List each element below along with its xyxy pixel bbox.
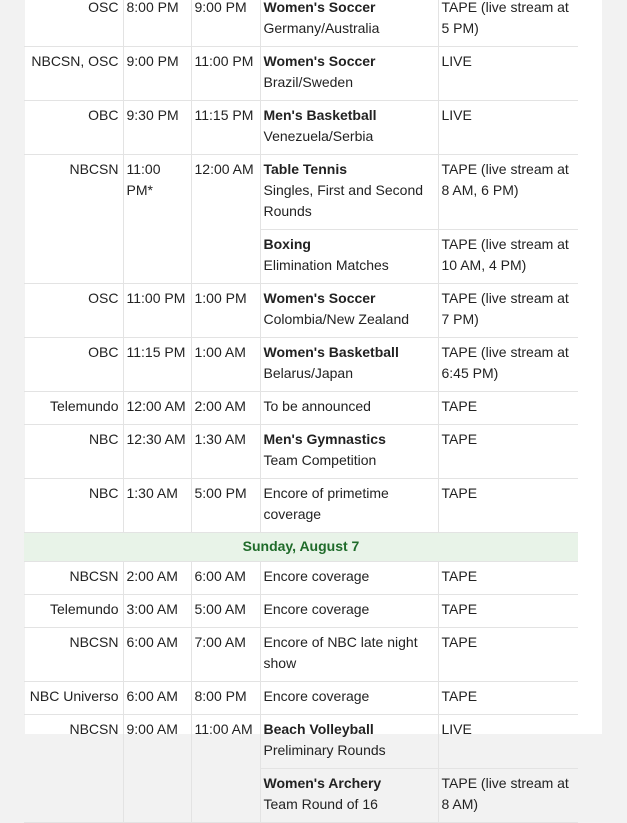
network-cell: OBC: [24, 101, 123, 155]
table-row: [24, 0, 578, 47]
start-time-cell: 11:00 PM*: [123, 155, 191, 284]
event-detail: Germany/Australia: [263, 20, 380, 36]
start-time-cell: 9:00 AM: [123, 715, 191, 823]
event-detail: Encore of NBC late night show: [263, 634, 418, 671]
table-row: [24, 682, 578, 715]
end-time-cell: 1:00 AM: [191, 338, 260, 392]
sport-name: Women's Basketball: [263, 344, 399, 360]
end-time-cell: 8:00 PM: [191, 682, 260, 715]
event-detail: Colombia/New Zealand: [263, 311, 410, 327]
end-time-cell: 9:00 PM: [191, 0, 260, 47]
event-detail: Singles, First and Second Rounds: [263, 182, 424, 219]
status-cell: TAPE (live stream at 7 PM): [438, 284, 578, 338]
table-row: [24, 101, 578, 155]
event-detail: To be announced: [263, 398, 371, 414]
end-time-cell: 5:00 AM: [191, 595, 260, 628]
event-cell: [260, 338, 438, 392]
end-time-cell: 11:15 PM: [191, 101, 260, 155]
network-cell: OSC: [24, 0, 123, 47]
end-time-cell: 11:00 AM: [191, 715, 260, 823]
end-time-cell: 2:00 AM: [191, 392, 260, 425]
table-row: [24, 47, 578, 101]
status-cell: TAPE: [438, 425, 578, 479]
start-time-cell: 2:00 AM: [123, 562, 191, 595]
event-detail: Encore of primetime coverage: [263, 485, 389, 522]
sport-name: Men's Basketball: [263, 107, 377, 123]
start-time-cell: 12:00 AM: [123, 392, 191, 425]
status-cell: TAPE (live stream at 8 AM): [438, 769, 578, 823]
start-time-cell: 12:30 AM: [123, 425, 191, 479]
event-cell: [260, 562, 438, 595]
start-time-cell: 9:30 PM: [123, 101, 191, 155]
event-cell: [260, 715, 438, 769]
sport-name: Women's Soccer: [263, 53, 376, 69]
start-time-cell: 6:00 AM: [123, 682, 191, 715]
network-cell: NBC: [24, 425, 123, 479]
event-cell: [260, 101, 438, 155]
sport-name: Women's Soccer: [263, 290, 376, 306]
event-cell: [260, 479, 438, 533]
network-cell: NBCSN: [24, 562, 123, 595]
status-cell: TAPE: [438, 392, 578, 425]
network-cell: OBC: [24, 338, 123, 392]
event-detail: Encore coverage: [263, 601, 370, 617]
event-cell: [260, 392, 438, 425]
table-row: [24, 284, 578, 338]
network-cell: OSC: [24, 284, 123, 338]
start-time-cell: 8:00 PM: [123, 0, 191, 47]
network-cell: NBCSN: [24, 628, 123, 682]
event-cell: [260, 628, 438, 682]
network-cell: Telemundo: [24, 392, 123, 425]
event-detail: Team Competition: [263, 452, 377, 468]
table-row: [24, 155, 578, 230]
status-cell: TAPE: [438, 628, 578, 682]
start-time-cell: 1:30 AM: [123, 479, 191, 533]
end-time-cell: 5:00 PM: [191, 479, 260, 533]
network-cell: NBCSN: [24, 155, 123, 284]
schedule-table: [24, 0, 578, 823]
status-cell: TAPE: [438, 479, 578, 533]
status-cell: TAPE (live stream at 6:45 PM): [438, 338, 578, 392]
table-row: [24, 479, 578, 533]
sport-name: Boxing: [263, 236, 311, 252]
event-detail: Venezuela/Serbia: [263, 128, 374, 144]
end-time-cell: 11:00 PM: [191, 47, 260, 101]
table-row: [24, 595, 578, 628]
day-header-row: [24, 533, 578, 562]
sport-name: Table Tennis: [263, 161, 347, 177]
end-time-cell: 6:00 AM: [191, 562, 260, 595]
day-header: Sunday, August 7: [24, 533, 578, 562]
event-cell: [260, 425, 438, 479]
end-time-cell: 1:00 PM: [191, 284, 260, 338]
table-row: [24, 392, 578, 425]
network-cell: NBCSN: [24, 715, 123, 823]
event-cell: [260, 595, 438, 628]
sport-name: Women's Soccer: [263, 0, 376, 15]
event-cell: [260, 155, 438, 230]
event-detail: Preliminary Rounds: [263, 742, 386, 758]
status-cell: TAPE: [438, 682, 578, 715]
status-cell: TAPE (live stream at 8 AM, 6 PM): [438, 155, 578, 230]
start-time-cell: 6:00 AM: [123, 628, 191, 682]
table-row: [24, 338, 578, 392]
sport-name: Beach Volleyball: [263, 721, 374, 737]
event-detail: Encore coverage: [263, 688, 370, 704]
table-row: [24, 425, 578, 479]
sport-name: Women's Archery: [263, 775, 382, 791]
start-time-cell: 9:00 PM: [123, 47, 191, 101]
sport-name: Men's Gymnastics: [263, 431, 386, 447]
event-detail: Team Round of 16: [263, 796, 378, 812]
start-time-cell: 11:15 PM: [123, 338, 191, 392]
status-cell: LIVE: [438, 715, 578, 769]
end-time-cell: 1:30 AM: [191, 425, 260, 479]
status-cell: TAPE (live stream at 5 PM): [438, 0, 578, 47]
event-cell: [260, 284, 438, 338]
start-time-cell: 3:00 AM: [123, 595, 191, 628]
event-detail: Elimination Matches: [263, 257, 389, 273]
status-cell: TAPE: [438, 595, 578, 628]
end-time-cell: 7:00 AM: [191, 628, 260, 682]
event-cell: [260, 230, 438, 284]
event-cell: [260, 0, 438, 47]
event-detail: Brazil/Sweden: [263, 74, 353, 90]
status-cell: TAPE: [438, 562, 578, 595]
event-cell: [260, 682, 438, 715]
event-detail: Encore coverage: [263, 568, 370, 584]
event-detail: Belarus/Japan: [263, 365, 354, 381]
event-cell: [260, 769, 438, 823]
network-cell: NBC: [24, 479, 123, 533]
table-row: [24, 562, 578, 595]
network-cell: NBC Universo: [24, 682, 123, 715]
status-cell: TAPE (live stream at 10 AM, 4 PM): [438, 230, 578, 284]
network-cell: Telemundo: [24, 595, 123, 628]
table-row: [24, 628, 578, 682]
network-cell: NBCSN, OSC: [24, 47, 123, 101]
status-cell: LIVE: [438, 101, 578, 155]
end-time-cell: 12:00 AM: [191, 155, 260, 284]
start-time-cell: 11:00 PM: [123, 284, 191, 338]
table-row: [24, 715, 578, 769]
status-cell: LIVE: [438, 47, 578, 101]
event-cell: [260, 47, 438, 101]
